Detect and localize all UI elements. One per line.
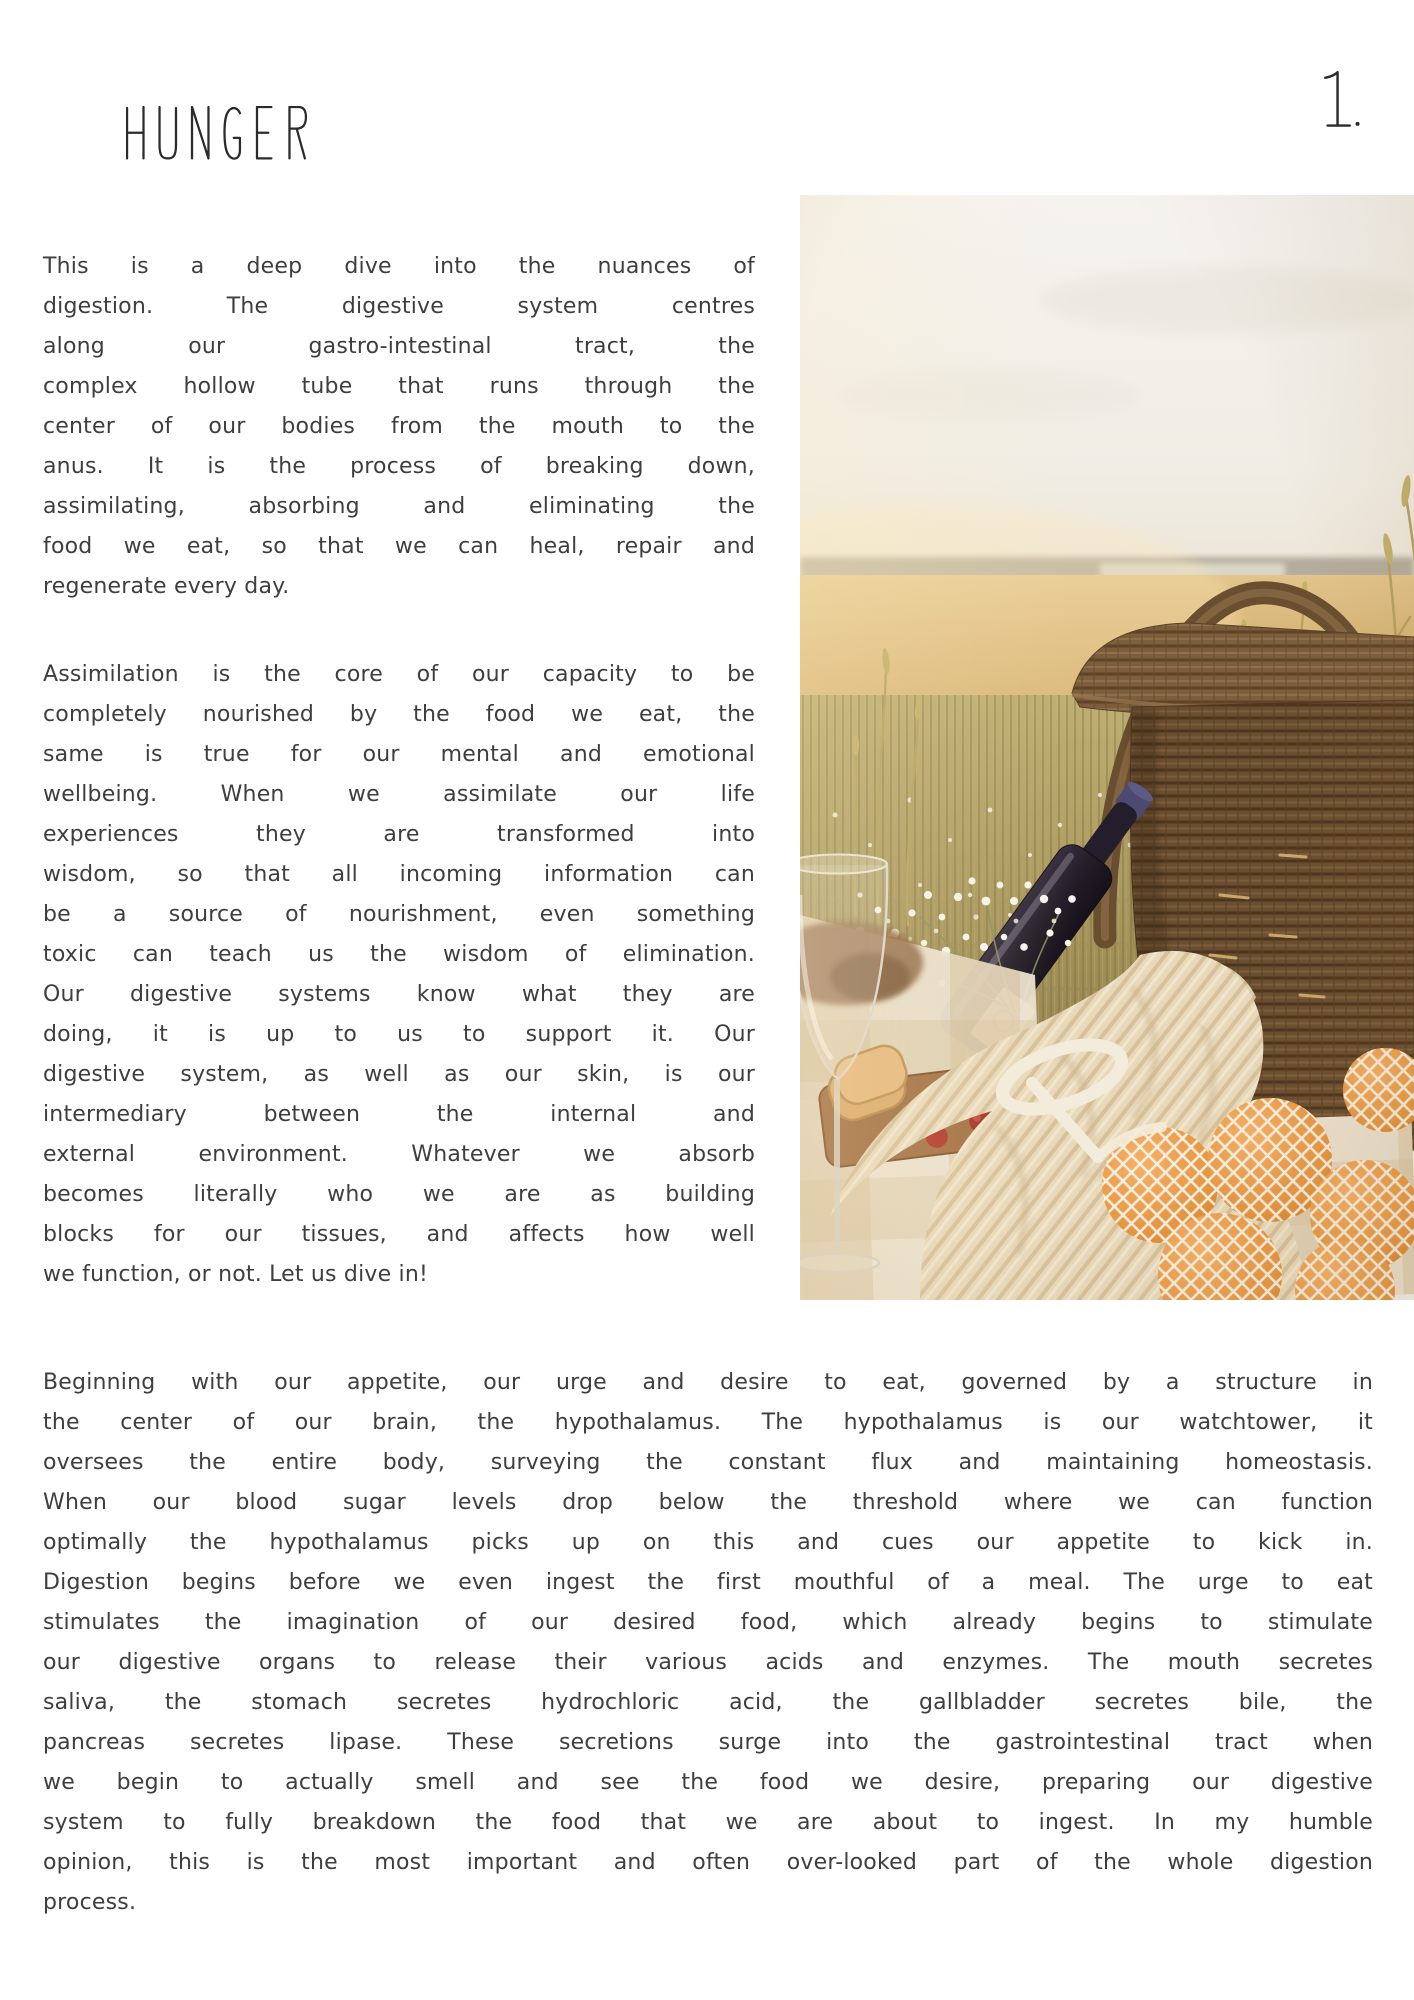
hunger-title-lettering (126, 106, 308, 160)
text-line: saliva, the stomach secretes hydrochloric acid, the gallbladder secretes bile, the (43, 1690, 1373, 1715)
picnic-photo-art (800, 195, 1414, 1300)
text-line: we begin to actually smell and see the food we desire, preparing our digestive (43, 1770, 1373, 1795)
text-line: center of our bodies from the mouth to the (43, 414, 755, 439)
paragraph-intro (43, 247, 755, 607)
picnic-photo (800, 195, 1414, 1300)
text-line: anus. It is the process of breaking down, (43, 454, 755, 479)
text-line: digestive system, as well as our skin, is our (43, 1062, 755, 1087)
text-line: pancreas secretes lipase. These secretions surge into the gastrointestinal tract when (43, 1730, 1373, 1755)
text-line: wisdom, so that all incoming information can (43, 862, 755, 887)
left-text-column (43, 247, 755, 1295)
text-line: same is true for our mental and emotional (43, 742, 755, 767)
text-line: toxic can teach us the wisdom of elimination. (43, 942, 755, 967)
text-line: our digestive organs to release their various acids and enzymes. The mouth secretes (43, 1650, 1373, 1675)
text-line: the center of our brain, the hypothalamus. The hypothalamus is our watchtower, it (43, 1410, 1373, 1435)
text-line: Assimilation is the core of our capacity to be (43, 662, 755, 687)
page-title (126, 106, 308, 164)
bottom-paragraph (43, 1363, 1373, 1923)
text-line: regenerate every day. (43, 574, 290, 599)
text-line: stimulates the imagination of our desired food, which already begins to stimulate (43, 1610, 1373, 1635)
text-line: along our gastro-intestinal tract, the (43, 334, 755, 359)
text-line: system to fully breakdown the food that we are about to ingest. In my humble (43, 1810, 1373, 1835)
text-line: opinion, this is the most important and often over-looked part of the whole digestion (43, 1850, 1373, 1875)
text-line: doing, it is up to us to support it. Our (43, 1022, 755, 1047)
text-line: food we eat, so that we can heal, repair and (43, 534, 755, 559)
vignette-overlay (800, 195, 1414, 1300)
text-line: external environment. Whatever we absorb (43, 1142, 755, 1167)
text-line: process. (43, 1890, 137, 1915)
text-line: be a source of nourishment, even something (43, 902, 755, 927)
text-line: completely nourished by the food we eat, the (43, 702, 755, 727)
page-number-lettering (1322, 70, 1362, 130)
text-line: oversees the entire body, surveying the constant flux and maintaining homeostasis. (43, 1450, 1373, 1475)
text-line: wellbeing. When we assimilate our life (43, 782, 755, 807)
page-number (1322, 70, 1362, 134)
text-line: Digestion begins before we even ingest the first mouthful of a meal. The urge to eat (43, 1570, 1373, 1595)
text-line: When our blood sugar levels drop below the threshold where we can function (43, 1490, 1373, 1515)
text-line: we function, or not. Let us dive in! (43, 1262, 429, 1287)
text-line: digestion. The digestive system centres (43, 294, 755, 319)
text-line: becomes literally who we are as building (43, 1182, 755, 1207)
text-line: Our digestive systems know what they are (43, 982, 755, 1007)
text-line: assimilating, absorbing and eliminating the (43, 494, 755, 519)
text-line: complex hollow tube that runs through the (43, 374, 755, 399)
paragraph-assimilation (43, 655, 755, 1295)
text-line: Beginning with our appetite, our urge and desire to eat, governed by a structure in (43, 1370, 1373, 1395)
text-line: intermediary between the internal and (43, 1102, 755, 1127)
text-line: blocks for our tissues, and affects how well (43, 1222, 755, 1247)
text-line: optimally the hypothalamus picks up on this and cues our appetite to kick in. (43, 1530, 1373, 1555)
text-line: experiences they are transformed into (43, 822, 755, 847)
text-line: This is a deep dive into the nuances of (43, 254, 755, 279)
